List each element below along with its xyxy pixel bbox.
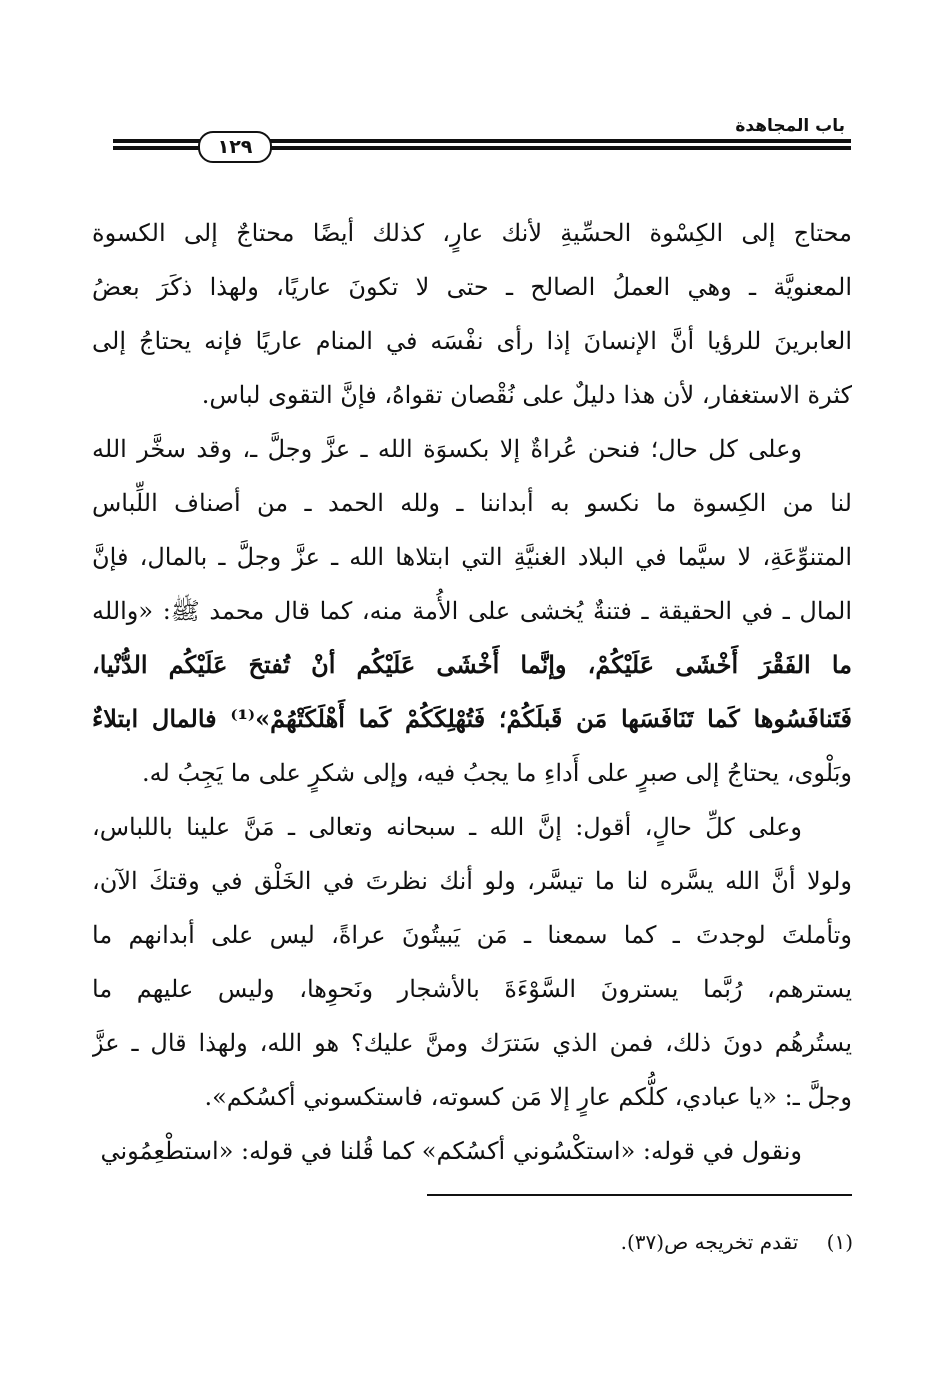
text-line: وعلى كلِّ حالٍ، أقول: إنَّ الله ـ سبحانه وتعالى ـ مَنَّ علينا باللباس،	[92, 813, 802, 841]
text-line: وجلَّ ـ: «يا عبادي، كلُّكم عارٍ إلا مَن كسوته، فاستكسوني أكسُكم».	[204, 1083, 852, 1111]
text-line: ولولا أنَّ الله يسَّره لنا ما تيسَّر، ولو أنك نظرتَ في الخَلْق في وقتكَ الآن،	[92, 867, 852, 895]
text-line: المال ـ في الحقيقة ـ فتنةٌ يُخشى على الأُمة منه، كما قال محمد ﷺ: «والله	[92, 597, 852, 625]
text-line: العابرينَ للرؤيا أنَّ الإنسانَ إذا رأى نفْسَه في المنام عاريًا فإنه يحتاجُ إلى	[92, 327, 852, 355]
footnote	[621, 1230, 853, 1254]
body-text	[92, 206, 852, 1178]
footnote-number: (١)	[826, 1230, 853, 1254]
chapter-title: باب المجاهدة	[735, 116, 845, 136]
text-line: يسترهم، رُبَّما يسترونَ السَّوْءَةَ بالأشجار ونَحوِها، وليس عليهم ما	[92, 975, 852, 1003]
text-line: المعنويَّة ـ وهي العملُ الصالح ـ حتى لا تكونَ عاريًا، ولهذا ذكَرَ بعضُ	[92, 273, 852, 301]
text-line: وعلى كل حال؛ فنحن عُراةٌ إلا بكسوَة الله ـ عزَّ وجلَّ ـ، وقد سخَّر الله	[92, 435, 802, 463]
page-number: ١٢٩	[198, 131, 272, 163]
text-line: وبَلْوى، يحتاجُ إلى صبرٍ على أَداءِ ما يجبُ فيه، وإلى شكرٍ على ما يَجِبُ له.	[142, 759, 852, 787]
text-line: محتاج إلى الكِسْوة الحسِّيةِ لأنك عارٍ، كذلك أيضًا محتاجٌ إلى الكسوة	[92, 219, 852, 247]
footnote-divider	[427, 1194, 852, 1196]
text-line: ما الفَقْرَ أَخْشَى عَلَيْكُمْ، وإنَّما أَخْشَى عَلَيْكُم أنْ تُفتحَ عَلَيْكُم الدُّنْيا،	[92, 650, 852, 679]
text-line: وتأملتَ لوجدتَ ـ كما سمعنا ـ مَن يَبيتُونَ عراةً، ليس على أبدانهم ما	[92, 921, 852, 949]
text-line: لنا من الكِسوة ما نكسو به أبداننا ـ ولله الحمد ـ من أصناف اللِّباس	[92, 489, 852, 517]
text-line: يستُرهُم دونَ ذلك، فمن الذي سَترَك ومنَّ عليك؟ هو الله، ولهذا قال ـ عزَّ	[92, 1029, 852, 1057]
text-line: ونقول في قوله: «استكْسُوني أكسُكم» كما قُلنا في قوله: «استطْعِمُوني	[100, 1137, 802, 1165]
text-line: المتنوِّعَةِ، لا سيَّما في البلاد الغنيَّةِ التي ابتلاها الله ـ عزَّ وجلَّ ـ بالمال، فإنَّ	[92, 543, 852, 571]
text-line: كثرة الاستغفار، لأن هذا دليلٌ على نُقْصان تقواهُ، فإنَّ التقوى لباس.	[201, 381, 852, 409]
footnote-text: تقدم تخريجه ص(٣٧).	[620, 1230, 799, 1254]
text-line: فَتَنافَسُوها كَما تَنَافَسَها مَن قَبلَكُمْ؛ فَتُهْلِكَكُمْ كَما أَهْلَكَتْهُمْ»⁽¹⁾ فالمال ابتلاءٌ	[92, 704, 852, 733]
